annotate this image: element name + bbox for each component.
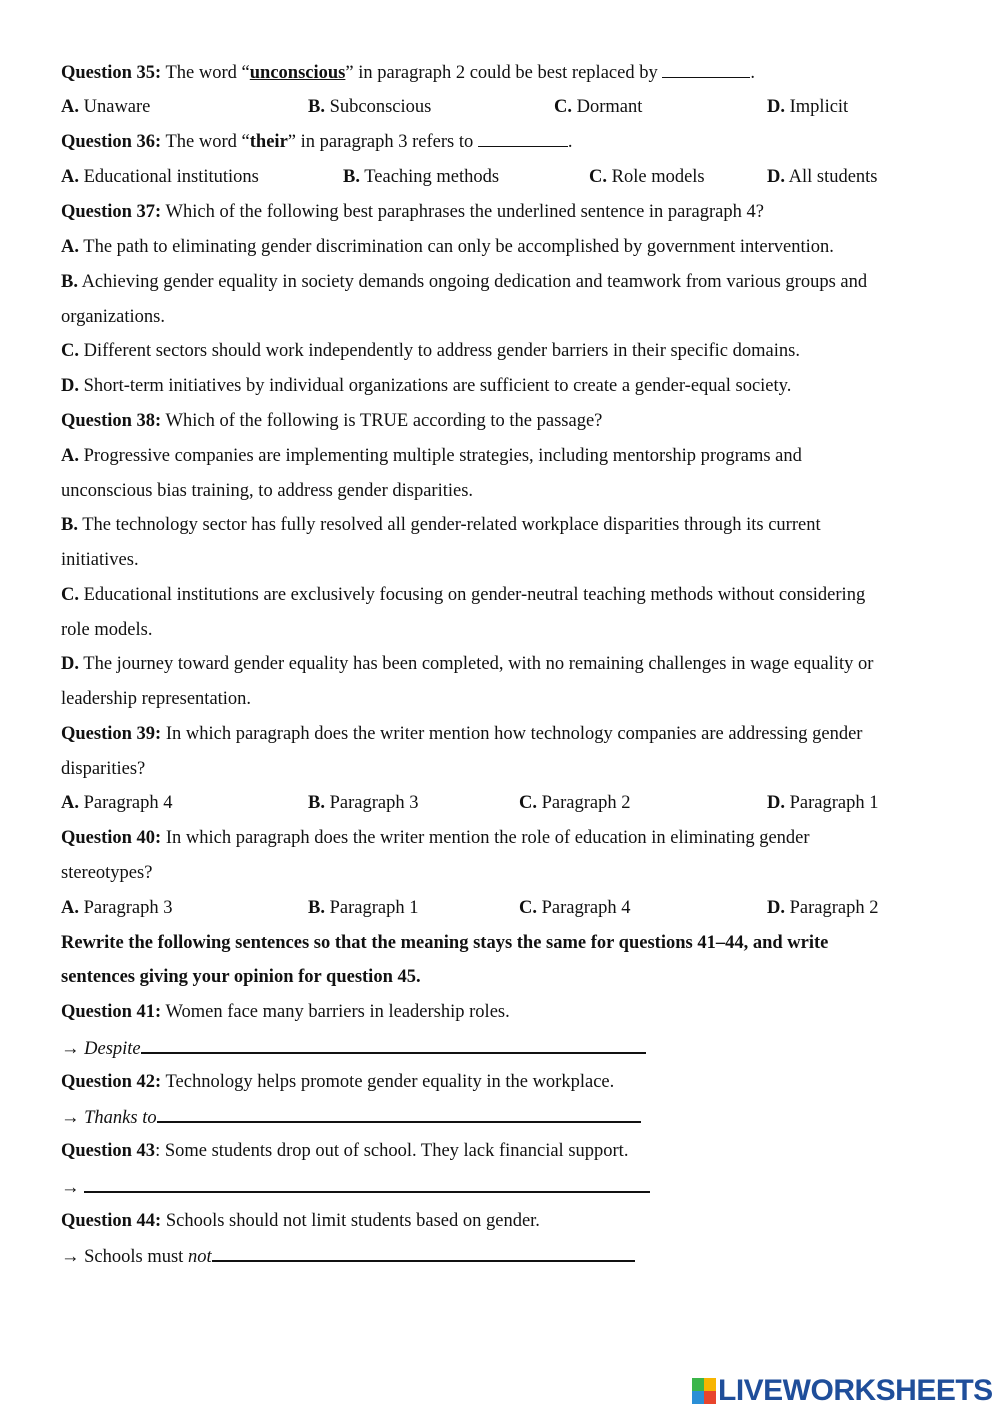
liveworksheets-logo <box>692 1374 993 1408</box>
question-35-stem: Question 35: The word “unconscious” in paragraph 2 could be best replaced by . <box>61 63 755 83</box>
q38-option-d-cont: leadership representation. <box>61 689 252 709</box>
question-44-answer: → Schools must not <box>61 1243 635 1269</box>
q38-option-b-cont: initiatives. <box>61 550 139 570</box>
q38-option-b[interactable]: B. The technology sector has fully resolved all gender-related workplace disparities through its current <box>61 515 821 535</box>
q36-option-b[interactable]: B. Teaching methods <box>343 167 500 187</box>
question-38-stem: Question 38: Which of the following is TRUE according to the passage? <box>61 411 603 431</box>
q35-option-d[interactable]: D. Implicit <box>767 97 849 117</box>
q40-option-d[interactable]: D. Paragraph 2 <box>767 898 879 918</box>
q38-option-c[interactable]: C. Educational institutions are exclusively focusing on gender-neutral teaching methods without considering <box>61 585 866 605</box>
q38-option-c-cont: role models. <box>61 620 153 640</box>
q39-option-d[interactable]: D. Paragraph 1 <box>767 793 879 813</box>
answer-blank[interactable] <box>662 61 750 78</box>
q40-option-a[interactable]: A. Paragraph 3 <box>61 898 173 918</box>
q35-option-c[interactable]: C. Dormant <box>554 97 643 117</box>
rewrite-instruction: Rewrite the following sentences so that the meaning stays the same for questions 41–44, and write <box>61 933 829 953</box>
answer-line[interactable] <box>84 1174 650 1193</box>
answer-blank[interactable] <box>478 130 568 147</box>
q38-option-a[interactable]: A. Progressive companies are implementing multiple strategies, including mentorship programs and <box>61 446 802 466</box>
q38-option-d[interactable]: D. The journey toward gender equality has been completed, with no remaining challenges in wage equality or <box>61 654 874 674</box>
question-36-stem: Question 36: The word “their” in paragraph 3 refers to . <box>61 132 573 152</box>
q40-option-c[interactable]: C. Paragraph 4 <box>519 898 631 918</box>
question-41-answer: → Despite <box>61 1035 646 1061</box>
q36-option-d[interactable]: D. All students <box>767 167 878 187</box>
question-43-answer: → <box>61 1174 650 1200</box>
q37-option-a[interactable]: A. The path to eliminating gender discrimination can only be accomplished by government intervention. <box>61 237 834 257</box>
brand-name: LIVEWORKSHEETS <box>718 1374 993 1407</box>
question-40-stem-cont: stereotypes? <box>61 863 153 883</box>
liveworksheets-logo-icon <box>692 1378 716 1404</box>
target-word: unconscious <box>249 63 346 83</box>
q38-option-a-cont: unconscious bias training, to address gender disparities. <box>61 481 474 501</box>
question-37-stem: Question 37: Which of the following best paraphrases the underlined sentence in paragraph 4? <box>61 202 764 222</box>
q36-option-c[interactable]: C. Role models <box>589 167 705 187</box>
q35-option-a[interactable]: A. Unaware <box>61 97 151 117</box>
target-word: their <box>249 132 288 152</box>
question-39-stem: Question 39: In which paragraph does the writer mention how technology companies are addressing gender <box>61 724 863 744</box>
question-43-stem: Question 43: Some students drop out of school. They lack financial support. <box>61 1141 629 1161</box>
q39-option-c[interactable]: C. Paragraph 2 <box>519 793 631 813</box>
q39-option-b[interactable]: B. Paragraph 3 <box>308 793 419 813</box>
q39-option-a[interactable]: A. Paragraph 4 <box>61 793 173 813</box>
q40-option-b[interactable]: B. Paragraph 1 <box>308 898 419 918</box>
rewrite-instruction-cont: sentences giving your opinion for question 45. <box>61 967 421 987</box>
q35-option-b[interactable]: B. Subconscious <box>308 97 432 117</box>
answer-line[interactable] <box>212 1243 635 1262</box>
q37-option-b-cont: organizations. <box>61 307 165 327</box>
question-39-stem-cont: disparities? <box>61 759 146 779</box>
answer-line[interactable] <box>141 1035 646 1054</box>
q36-option-a[interactable]: A. Educational institutions <box>61 167 259 187</box>
question-42-answer: → Thanks to <box>61 1104 641 1130</box>
question-42-stem: Question 42: Technology helps promote gender equality in the workplace. <box>61 1072 615 1092</box>
q37-option-c[interactable]: C. Different sectors should work independently to address gender barriers in their specific domains. <box>61 341 800 361</box>
question-44-stem: Question 44: Schools should not limit students based on gender. <box>61 1211 540 1231</box>
q37-option-d[interactable]: D. Short-term initiatives by individual organizations are sufficient to create a gender-equal society. <box>61 376 792 396</box>
q37-option-b[interactable]: B. Achieving gender equality in society demands ongoing dedication and teamwork from various groups and <box>61 272 868 292</box>
question-41-stem: Question 41: Women face many barriers in leadership roles. <box>61 1002 510 1022</box>
answer-line[interactable] <box>157 1104 641 1123</box>
question-40-stem: Question 40: In which paragraph does the writer mention the role of education in eliminating gender <box>61 828 810 848</box>
